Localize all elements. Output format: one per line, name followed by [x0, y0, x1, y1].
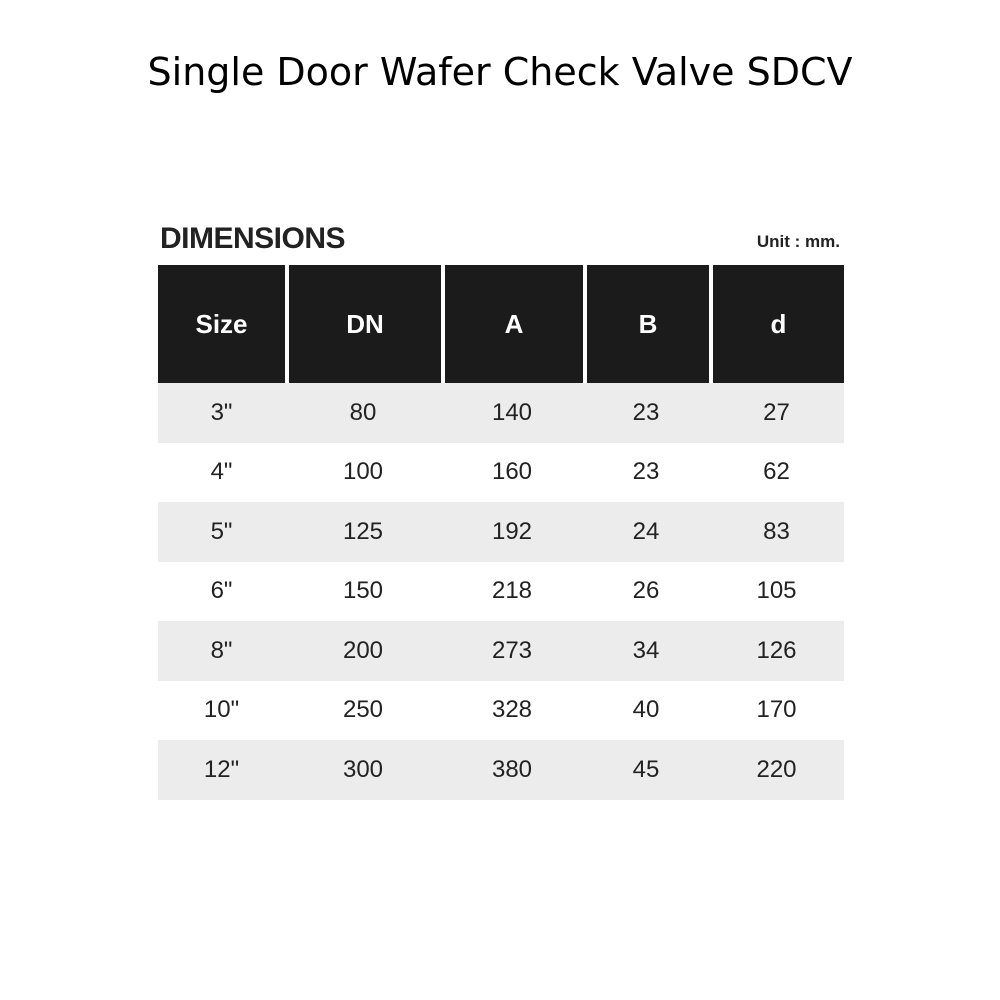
cell-d: 62: [709, 443, 844, 503]
table-row: [158, 621, 844, 681]
table-row: [158, 502, 844, 562]
table-header-row: [158, 265, 844, 383]
cell-b: 40: [583, 681, 709, 741]
page-title: Single Door Wafer Check Valve SDCV: [147, 50, 853, 94]
cell-dn: 125: [285, 502, 441, 562]
cell-b: 45: [583, 740, 709, 800]
cell-a: 192: [441, 502, 583, 562]
table-row: [158, 383, 844, 443]
cell-b: 23: [583, 443, 709, 503]
cell-d: 126: [709, 621, 844, 681]
dimensions-heading: DIMENSIONS: [160, 222, 346, 255]
cell-b: 23: [583, 383, 709, 443]
cell-dn: 300: [285, 740, 441, 800]
cell-dn: 200: [285, 621, 441, 681]
column-header-d: d: [709, 265, 844, 383]
cell-d: 27: [709, 383, 844, 443]
cell-b: 24: [583, 502, 709, 562]
column-header-dn: DN: [285, 265, 441, 383]
column-header-b: B: [583, 265, 709, 383]
column-header-size: Size: [158, 265, 285, 383]
cell-a: 160: [441, 443, 583, 503]
dimensions-table: [158, 265, 844, 800]
cell-d: 105: [709, 562, 844, 622]
cell-b: 26: [583, 562, 709, 622]
table-row: [158, 740, 844, 800]
cell-d: 170: [709, 681, 844, 741]
cell-dn: 150: [285, 562, 441, 622]
cell-size: 3": [158, 383, 285, 443]
table-row: [158, 681, 844, 741]
cell-a: 273: [441, 621, 583, 681]
unit-note: Unit : mm.: [756, 232, 840, 251]
cell-a: 380: [441, 740, 583, 800]
column-header-a: A: [441, 265, 583, 383]
cell-size: 5": [158, 502, 285, 562]
cell-size: 12": [158, 740, 285, 800]
cell-d: 83: [709, 502, 844, 562]
cell-a: 140: [441, 383, 583, 443]
cell-d: 220: [709, 740, 844, 800]
cell-size: 4": [158, 443, 285, 503]
cell-size: 8": [158, 621, 285, 681]
cell-size: 10": [158, 681, 285, 741]
cell-a: 328: [441, 681, 583, 741]
cell-a: 218: [441, 562, 583, 622]
cell-dn: 100: [285, 443, 441, 503]
cell-size: 6": [158, 562, 285, 622]
cell-dn: 80: [285, 383, 441, 443]
cell-dn: 250: [285, 681, 441, 741]
table-row: [158, 443, 844, 503]
cell-b: 34: [583, 621, 709, 681]
table-row: [158, 562, 844, 622]
